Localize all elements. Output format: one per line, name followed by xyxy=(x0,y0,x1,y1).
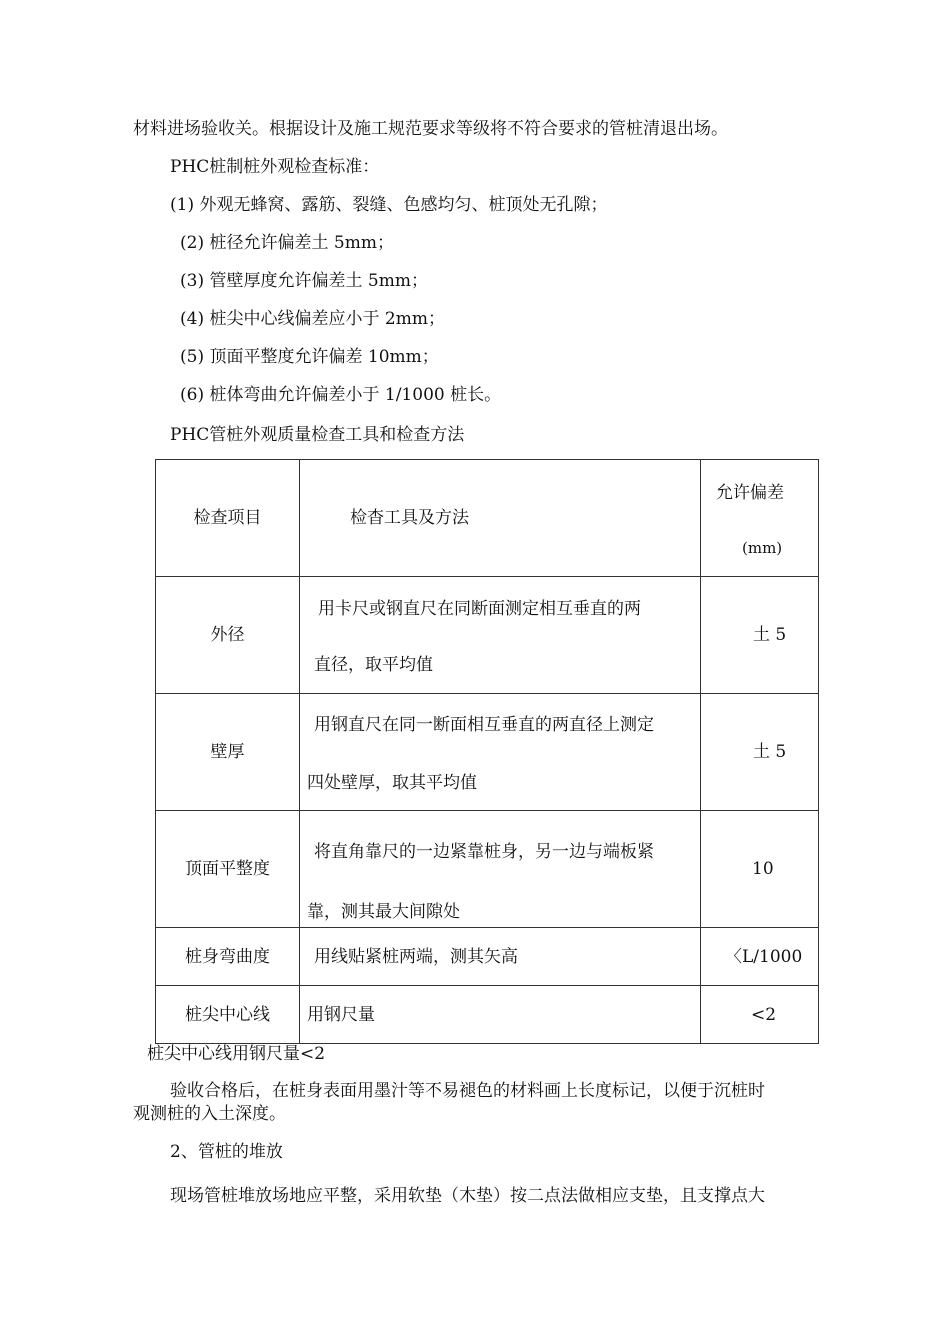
row-item-label: 桩身弯曲度 xyxy=(185,946,270,967)
row-method xyxy=(300,986,701,1044)
row-item xyxy=(156,577,300,694)
table-row xyxy=(156,577,819,694)
header-item-label: 检查项目 xyxy=(193,508,262,528)
row-item xyxy=(156,811,300,928)
row-method-line: 直径，取平均值 xyxy=(314,655,433,675)
row-tolerance xyxy=(701,928,819,986)
row-method-line: 将直角靠尺的一边紧靠桩身，另一边与端板紧 xyxy=(314,842,654,862)
row-tolerance xyxy=(701,986,819,1044)
table-row xyxy=(156,811,819,928)
row-item-label: 桩尖中心线 xyxy=(185,1004,270,1025)
paragraph-marking-cont: 观测桩的入土深度。 xyxy=(133,1104,286,1124)
table-row xyxy=(156,986,819,1044)
inspection-table xyxy=(155,459,819,1044)
header-tolerance-label: 允许偏差 xyxy=(716,483,784,503)
table-footnote: 桩尖中心线用钢尺量<2 xyxy=(147,1044,326,1064)
row-tolerance xyxy=(701,577,819,694)
row-tolerance-value: 10 xyxy=(752,859,774,879)
row-method xyxy=(300,811,701,928)
list-item: (6) 桩体弯曲允许偏差小于 1/1000 桩长。 xyxy=(180,385,502,405)
row-item-label: 顶面平整度 xyxy=(185,859,270,879)
row-method-line: 用钢尺量 xyxy=(307,1004,375,1025)
list-item: (4) 桩尖中心线偏差应小于 2mm； xyxy=(180,309,445,329)
row-tolerance-value: <2 xyxy=(751,1004,777,1025)
row-tolerance-value: 土 5 xyxy=(753,625,787,645)
row-method-line: 四处壁厚，取其平均值 xyxy=(307,773,477,793)
row-method-line: 用线贴紧桩两端，测其矢高 xyxy=(314,946,518,967)
table-row xyxy=(156,694,819,811)
row-method xyxy=(300,928,701,986)
row-tolerance xyxy=(701,811,819,928)
paragraph-marking: 验收合格后，在桩身表面用墨汁等不易褪色的材料画上长度标记，以便于沉桩时 xyxy=(170,1081,765,1101)
table-row xyxy=(156,928,819,986)
row-item xyxy=(156,928,300,986)
table-header-row xyxy=(156,460,819,577)
row-item xyxy=(156,694,300,811)
list-item: (1) 外观无蜂窝、露筋、裂缝、色感均匀、桩顶处无孔隙； xyxy=(170,195,608,215)
header-method xyxy=(300,460,701,577)
row-tolerance-value: 土 5 xyxy=(753,742,787,762)
row-method-line: 靠，测其最大间隙处 xyxy=(307,902,460,922)
row-method xyxy=(300,577,701,694)
row-item-label: 外径 xyxy=(210,625,245,645)
header-tolerance-unit: (mm) xyxy=(742,539,783,557)
section-heading: 2、管桩的堆放 xyxy=(170,1142,283,1162)
row-tolerance-value: 〈L/1000 xyxy=(725,946,803,967)
header-item xyxy=(156,460,300,577)
list-item: (3) 管壁厚度允许偏差土 5mm； xyxy=(180,271,428,291)
row-item-label: 壁厚 xyxy=(210,742,245,762)
row-method-line: 用钢直尺在同一断面相互垂直的两直径上测定 xyxy=(314,715,654,735)
paragraph-stacking: 现场管桩堆放场地应平整，采用软垫（木垫）按二点法做相应支垫，且支撑点大 xyxy=(170,1186,765,1206)
list-item: (2) 桩径允许偏差土 5mm； xyxy=(180,233,394,253)
row-item xyxy=(156,986,300,1044)
paragraph-standard-title: PHC桩制桩外观检查标准： xyxy=(170,157,380,177)
list-item: (5) 顶面平整度允许偏差 10mm； xyxy=(180,347,439,367)
row-method xyxy=(300,694,701,811)
header-method-label: 检杳工具及方法 xyxy=(350,508,469,528)
header-tolerance xyxy=(701,460,819,577)
table-caption: PHC管桩外观质量检查工具和检查方法 xyxy=(170,425,465,445)
paragraph-acceptance: 材料进场验收关。根据设计及施工规范要求等级将不符合要求的管桩清退出场。 xyxy=(133,119,728,139)
row-method-line: 用卡尺或钢直尺在同断面测定相互垂直的两 xyxy=(318,599,641,619)
row-tolerance xyxy=(701,694,819,811)
